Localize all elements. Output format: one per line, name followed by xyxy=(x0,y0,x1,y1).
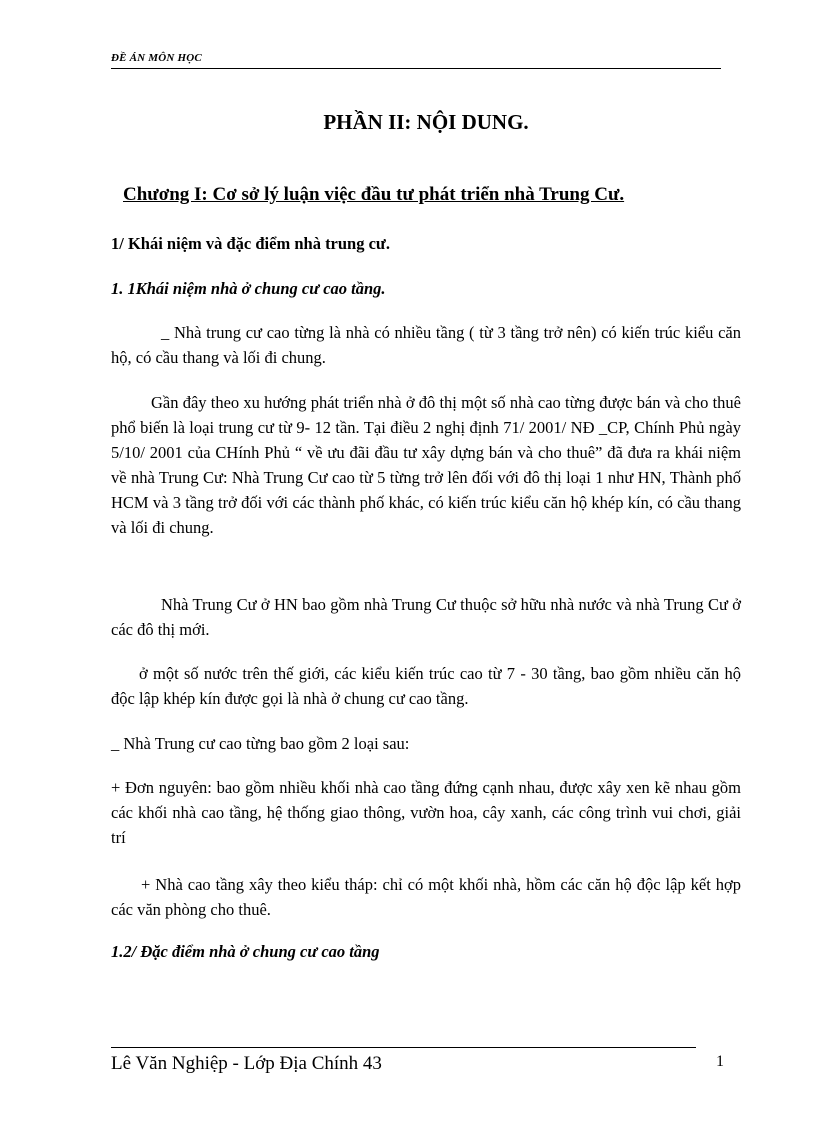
section-heading: 1/ Khái niệm và đặc điểm nhà trung cư. xyxy=(111,234,390,253)
header-text: ĐỀ ÁN MÔN HỌC xyxy=(111,52,202,64)
page-header xyxy=(111,48,721,69)
footer-author: Lê Văn Nghiệp - Lớp Địa Chính 43 xyxy=(111,1053,382,1074)
page-number: 1 xyxy=(716,1053,724,1070)
chapter-title: Chương I: Cơ sở lý luận việc đầu tư phát triển nhà Trung Cư. xyxy=(123,184,625,205)
paragraph: _ Nhà Trung cư cao từng bao gồm 2 loại sau: xyxy=(111,734,410,753)
subsection-heading: 1.2/ Đặc điểm nhà ở chung cư cao tầng xyxy=(111,942,380,961)
paragraph: Nhà Trung Cư ở HN bao gồm nhà Trung Cư thuộc sở hữu nhà nước và nhà Trung Cư ở các đô thị mới. xyxy=(111,595,741,639)
paragraph: Gần đây theo xu hướng phát triển nhà ở đô thị một số nhà cao từng được bán và cho thuê phổ biến là loại trung cư từ 9- 12 tần. Tại điều 2 nghị định 71/ 2001/ NĐ _CP, Chính Phủ ngày 5/10/ 2001 của CHính Phủ “ về ưu đãi đầu tư xây dựng bán và cho thuê” đã đưa ra khái niệm về nhà Trung Cư: Nhà Trung Cư cao từ 5 từng trở lên đối với đô thị loại 1 như HN, Thành phố HCM và 3 tầng trở đối với các thành phố khác, có kiến trúc kiểu căn hộ khép kín, có cầu thang và lối đi chung. xyxy=(111,393,741,537)
part-title: PHẦN II: NỘI DUNG. xyxy=(323,110,529,134)
paragraph: + Đơn nguyên: bao gồm nhiều khối nhà cao tầng đứng cạnh nhau, được xây xen kẽ nhau gồm các khối nhà cao tầng, hệ thống giao thông, vườn hoa, cây xanh, các công trình vui chơi, giải trí xyxy=(111,778,741,847)
paragraph: + Nhà cao tầng xây theo kiểu tháp: chỉ có một khối nhà, hồm các căn hộ độc lập kết hợp các văn phòng cho thuê. xyxy=(111,875,741,919)
paragraph: ở một số nước trên thế giới, các kiểu kiến trúc cao từ 7 - 30 tầng, bao gồm nhiều căn hộ độc lập khép kín được gọi là nhà ở chung cư cao tầng. xyxy=(111,664,741,708)
paragraph: _ Nhà trung cư cao từng là nhà có nhiều tầng ( từ 3 tầng trở nên) có kiến trúc kiểu căn hộ, có cầu thang và lối đi chung. xyxy=(111,323,741,367)
footer-divider xyxy=(111,1047,696,1048)
subsection-heading: 1. 1Khái niệm nhà ở chung cư cao tầng. xyxy=(111,279,386,298)
